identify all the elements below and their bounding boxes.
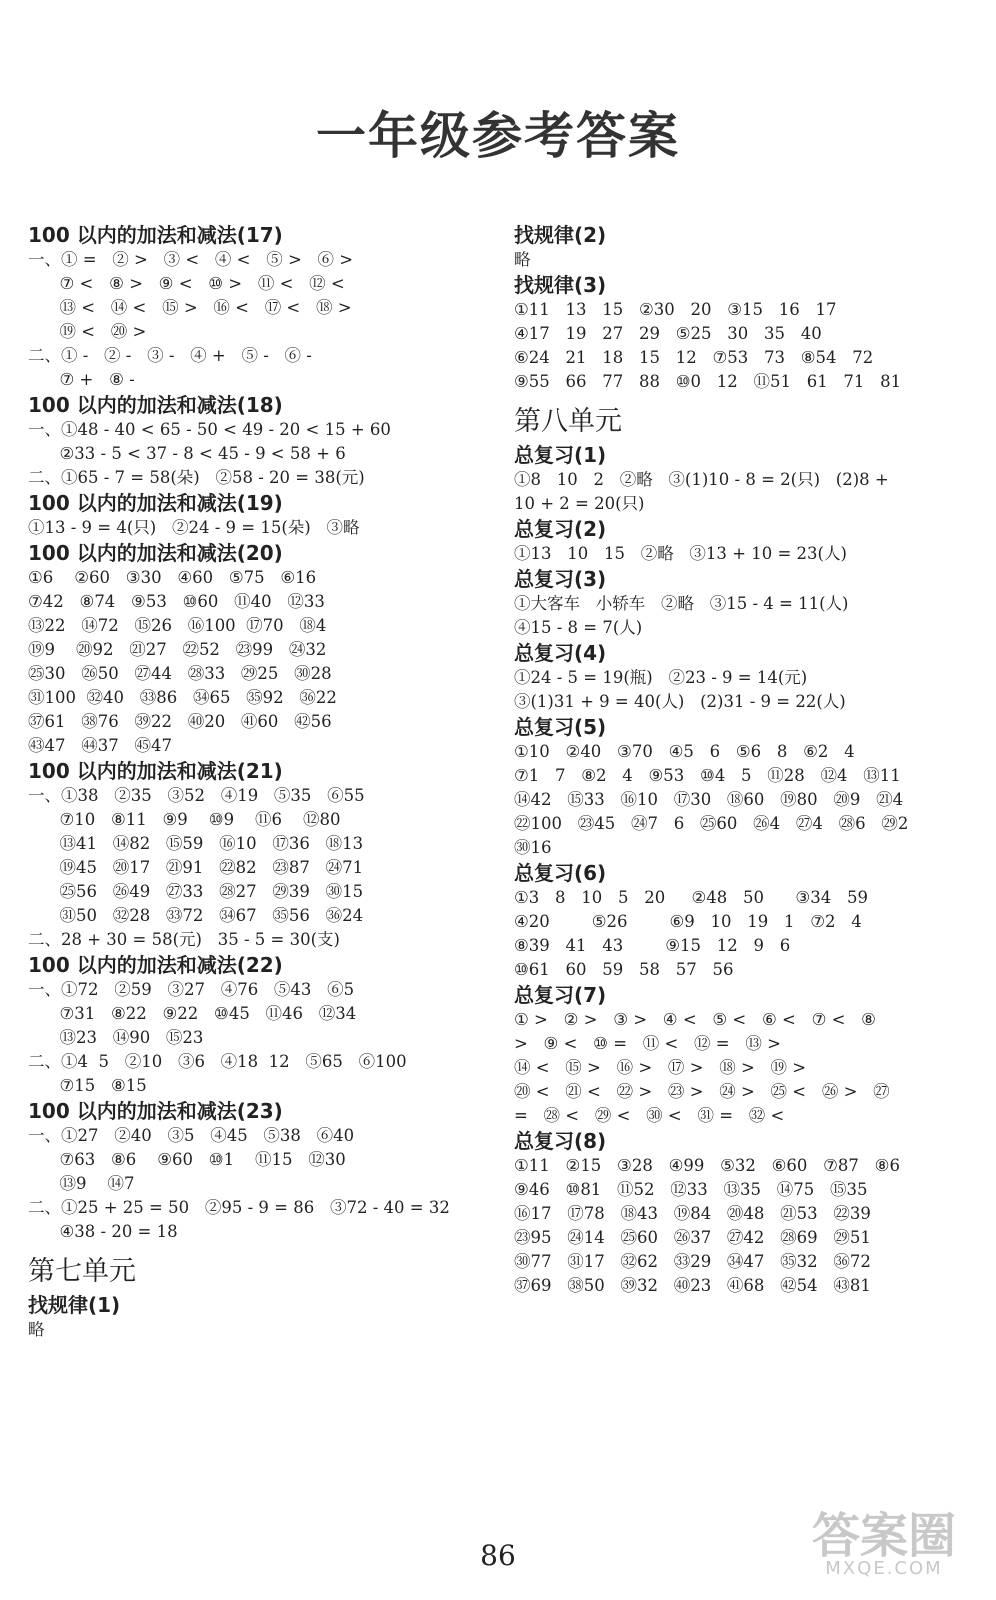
answer-line: 一、①27 ②40 ③5 ④45 ⑤38 ⑥40 <box>28 1126 355 1145</box>
answer-line: ⑦31 ⑧22 ⑨22 ⑩45 ⑪46 ⑫34 <box>28 1004 357 1023</box>
answer-line: ⑲45 ⑳17 ㉑91 ㉒82 ㉓87 ㉔71 <box>28 858 364 877</box>
answer-line: ⑦63 ⑧6 ⑨60 ⑩1 ⑪15 ⑫30 <box>28 1150 346 1169</box>
answer-block <box>514 516 984 566</box>
answer-line: ㉛50 ㉜28 ㉝72 ㉞67 ㉟56 ㊱24 <box>28 906 364 925</box>
answer-line: ① > ② > ③ > ④ < ⑤ < ⑥ < ⑦ < ⑧ <box>514 1010 876 1029</box>
answer-line: ⑨46 ⑩81 ⑪52 ⑫33 ⑬35 ⑭75 ⑮35 <box>514 1180 868 1199</box>
answer-block <box>28 952 488 1098</box>
answer-line: ④17 19 27 29 ⑤25 30 35 40 <box>514 324 822 343</box>
answer-line: ⑯17 ⑰78 ⑱43 ⑲84 ⑳48 ㉑53 ㉒39 <box>514 1204 871 1223</box>
answer-block <box>28 392 488 490</box>
answer-block <box>28 540 488 758</box>
answer-block <box>28 1292 488 1342</box>
section-heading: 100 以内的加法和减法(19) <box>28 491 283 515</box>
answer-line: ⑬9 ⑭7 <box>28 1174 135 1193</box>
section-heading: 找规律(2) <box>514 223 607 247</box>
answer-line: ㉚16 <box>514 838 552 857</box>
answer-block <box>28 222 488 392</box>
answer-line: ㊸47 ㊹37 ㊺47 <box>28 736 172 755</box>
section-heading: 100 以内的加法和减法(22) <box>28 953 283 977</box>
answer-line: ⑥24 21 18 15 12 ⑦53 73 ⑧54 72 <box>514 348 874 367</box>
section-heading: 总复习(3) <box>514 567 607 591</box>
answer-line: ㉕56 ㉖49 ㉗33 ㉘27 ㉙39 ㉚15 <box>28 882 364 901</box>
answer-line: 二、①25 + 25 = 50 ②95 - 9 = 86 ③72 - 40 = 32 <box>28 1198 450 1217</box>
right-column <box>514 222 984 1298</box>
answer-line: ⑭ < ⑮ > ⑯ > ⑰ > ⑱ > ⑲ > <box>514 1058 807 1077</box>
answer-line: ①11 ②15 ③28 ④99 ⑤32 ⑥60 ⑦87 ⑧6 <box>514 1156 900 1175</box>
answer-block <box>514 566 984 640</box>
answer-line: ①8 10 2 ②略 ③(1)10 - 8 = 2(只) (2)8 + <box>514 470 889 489</box>
section-heading: 找规律(1) <box>28 1293 121 1317</box>
unit-heading: 第七单元 <box>28 1256 136 1287</box>
answer-line: ③(1)31 + 9 = 40(人) (2)31 - 9 = 22(人) <box>514 692 846 711</box>
unit-heading: 第八单元 <box>514 406 622 437</box>
answer-line: ⑩61 60 59 58 57 56 <box>514 960 734 979</box>
watermark-line2: MXQE.COM <box>825 1558 943 1579</box>
answer-line: 一、①38 ②35 ③52 ④19 ⑤35 ⑥55 <box>28 786 365 805</box>
answer-line: ⑦10 ⑧11 ⑨9 ⑩9 ⑪6 ⑫80 <box>28 810 341 829</box>
answer-line: ㊲61 ㊳76 ㊴22 ㊵20 ㊶60 ㊷56 <box>28 712 332 731</box>
answer-line: 略 <box>514 250 531 269</box>
answer-block <box>28 758 488 952</box>
answer-line: ⑦42 ⑧74 ⑨53 ⑩60 ⑪40 ⑫33 <box>28 592 325 611</box>
section-heading: 100 以内的加法和减法(20) <box>28 541 283 565</box>
answer-line: ⑬22 ⑭72 ⑮26 ⑯100 ⑰70 ⑱4 <box>28 616 327 635</box>
answer-block <box>514 860 984 982</box>
answer-line: 一、① = ② > ③ < ④ < ⑤ > ⑥ > <box>28 250 354 269</box>
section-heading: 总复习(1) <box>514 443 607 467</box>
answer-block <box>514 272 984 394</box>
answer-line: 10 + 2 = 20(只) <box>514 494 645 513</box>
answer-line: 一、①72 ②59 ③27 ④76 ⑤43 ⑥5 <box>28 980 355 999</box>
answer-line: 二、28 + 30 = 58(元) 35 - 5 = 30(支) <box>28 930 340 949</box>
answer-line: ①6 ②60 ③30 ④60 ⑤75 ⑥16 <box>28 568 317 587</box>
answer-line: ④20 ⑤26 ⑥9 10 19 1 ⑦2 4 <box>514 912 862 931</box>
answer-line: ④15 - 8 = 7(人) <box>514 618 643 637</box>
answer-line: = ㉘ < ㉙ < ㉚ < ㉛ = ㉜ < <box>514 1106 785 1125</box>
answer-line: 二、①65 - 7 = 58(朵) ②58 - 20 = 38(元) <box>28 468 365 487</box>
section-heading: 100 以内的加法和减法(18) <box>28 393 283 417</box>
answer-line: ⑲9 ⑳92 ㉑27 ㉒52 ㉓99 ㉔32 <box>28 640 327 659</box>
answer-line: ⑬41 ⑭82 ⑮59 ⑯10 ⑰36 ⑱13 <box>28 834 364 853</box>
answer-line: ⑳ < ㉑ < ㉒ > ㉓ > ㉔ > ㉕ < ㉖ > ㉗ <box>514 1082 890 1101</box>
answer-block <box>28 1098 488 1244</box>
answer-line: ⑦15 ⑧15 <box>28 1076 147 1095</box>
answer-line: ⑬ < ⑭ < ⑮ > ⑯ < ⑰ < ⑱ > <box>28 298 352 317</box>
answer-line: ㉓95 ㉔14 ㉕60 ㉖37 ㉗42 ㉘69 ㉙51 <box>514 1228 871 1247</box>
answer-line: 略 <box>28 1320 45 1339</box>
answer-block <box>514 222 984 272</box>
answer-line: 一、①48 - 40 < 65 - 50 < 49 - 20 < 15 + 60 <box>28 420 391 439</box>
answer-line: ⑨55 66 77 88 ⑩0 12 ⑪51 61 71 81 <box>514 372 902 391</box>
answer-line: ㊲69 ㊳50 ㊴32 ㊵23 ㊶68 ㊷54 ㊸81 <box>514 1276 871 1295</box>
left-column <box>28 222 488 1342</box>
answer-line: ⑭42 ⑮33 ⑯10 ⑰30 ⑱60 ⑲80 ⑳9 ㉑4 <box>514 790 904 809</box>
answer-block <box>514 442 984 516</box>
answer-line: ①24 - 5 = 19(瓶) ②23 - 9 = 14(元) <box>514 668 808 687</box>
answer-line: 二、① - ② - ③ - ④ + ⑤ - ⑥ - <box>28 346 312 365</box>
answer-line: ④38 - 20 = 18 <box>28 1222 178 1241</box>
section-heading: 总复习(7) <box>514 983 607 1007</box>
answer-block <box>514 714 984 860</box>
answer-line: ㉒100 ㉓45 ㉔7 6 ㉕60 ㉖4 ㉗4 ㉘6 ㉙2 <box>514 814 909 833</box>
section-heading: 总复习(6) <box>514 861 607 885</box>
section-heading: 总复习(5) <box>514 715 607 739</box>
answer-line: ①大客车 小轿车 ②略 ③15 - 4 = 11(人) <box>514 594 849 613</box>
section-heading: 找规律(3) <box>514 273 607 297</box>
answer-block <box>28 490 488 540</box>
answer-line: ①13 - 9 = 4(只) ②24 - 9 = 15(朵) ③略 <box>28 518 360 537</box>
answer-line: ①10 ②40 ③70 ④5 6 ⑤6 8 ⑥2 4 <box>514 742 855 761</box>
answer-line: > ⑨ < ⑩ = ⑪ < ⑫ = ⑬ > <box>514 1034 781 1053</box>
answer-line: ②33 - 5 < 37 - 8 < 45 - 9 < 58 + 6 <box>28 444 346 463</box>
answer-line: ⑦1 7 ⑧2 4 ⑨53 ⑩4 5 ⑪28 ⑫4 ⑬11 <box>514 766 901 785</box>
answer-line: ㉚77 ㉛17 ㉜62 ㉝29 ㉞47 ㉟32 ㊱72 <box>514 1252 871 1271</box>
section-heading: 100 以内的加法和减法(17) <box>28 223 283 247</box>
answer-block <box>514 982 984 1128</box>
section-heading: 总复习(2) <box>514 517 607 541</box>
answer-line: ⑦ < ⑧ > ⑨ < ⑩ > ⑪ < ⑫ < <box>28 274 345 293</box>
answer-line: 二、①4 5 ②10 ③6 ④18 12 ⑤65 ⑥100 <box>28 1052 407 1071</box>
answer-line: ㉕30 ㉖50 ㉗44 ㉘33 ㉙25 ㉚28 <box>28 664 332 683</box>
answer-line: ⑦ + ⑧ - <box>28 370 135 389</box>
answer-block <box>514 640 984 714</box>
answer-line: ⑲ < ⑳ > <box>28 322 147 341</box>
page-title: 一年级参考答案 <box>316 107 680 165</box>
page-number: 86 <box>480 1539 516 1572</box>
answer-line: ⑬23 ⑭90 ⑮23 <box>28 1028 204 1047</box>
answer-line: ①3 8 10 5 20 ②48 50 ③34 59 <box>514 888 868 907</box>
section-heading: 100 以内的加法和减法(23) <box>28 1099 283 1123</box>
answer-line: ⑧39 41 43 ⑨15 12 9 6 <box>514 936 791 955</box>
section-heading: 100 以内的加法和减法(21) <box>28 759 283 783</box>
answer-line: ①13 10 15 ②略 ③13 + 10 = 23(人) <box>514 544 847 563</box>
watermark-line1: 答案圈 <box>811 1508 956 1564</box>
section-heading: 总复习(8) <box>514 1129 607 1153</box>
answer-line: ㉛100 ㉜40 ㉝86 ㉞65 ㉟92 ㊱22 <box>28 688 337 707</box>
section-heading: 总复习(4) <box>514 641 607 665</box>
answer-line: ①11 13 15 ②30 20 ③15 16 17 <box>514 300 837 319</box>
answer-block <box>514 1128 984 1298</box>
